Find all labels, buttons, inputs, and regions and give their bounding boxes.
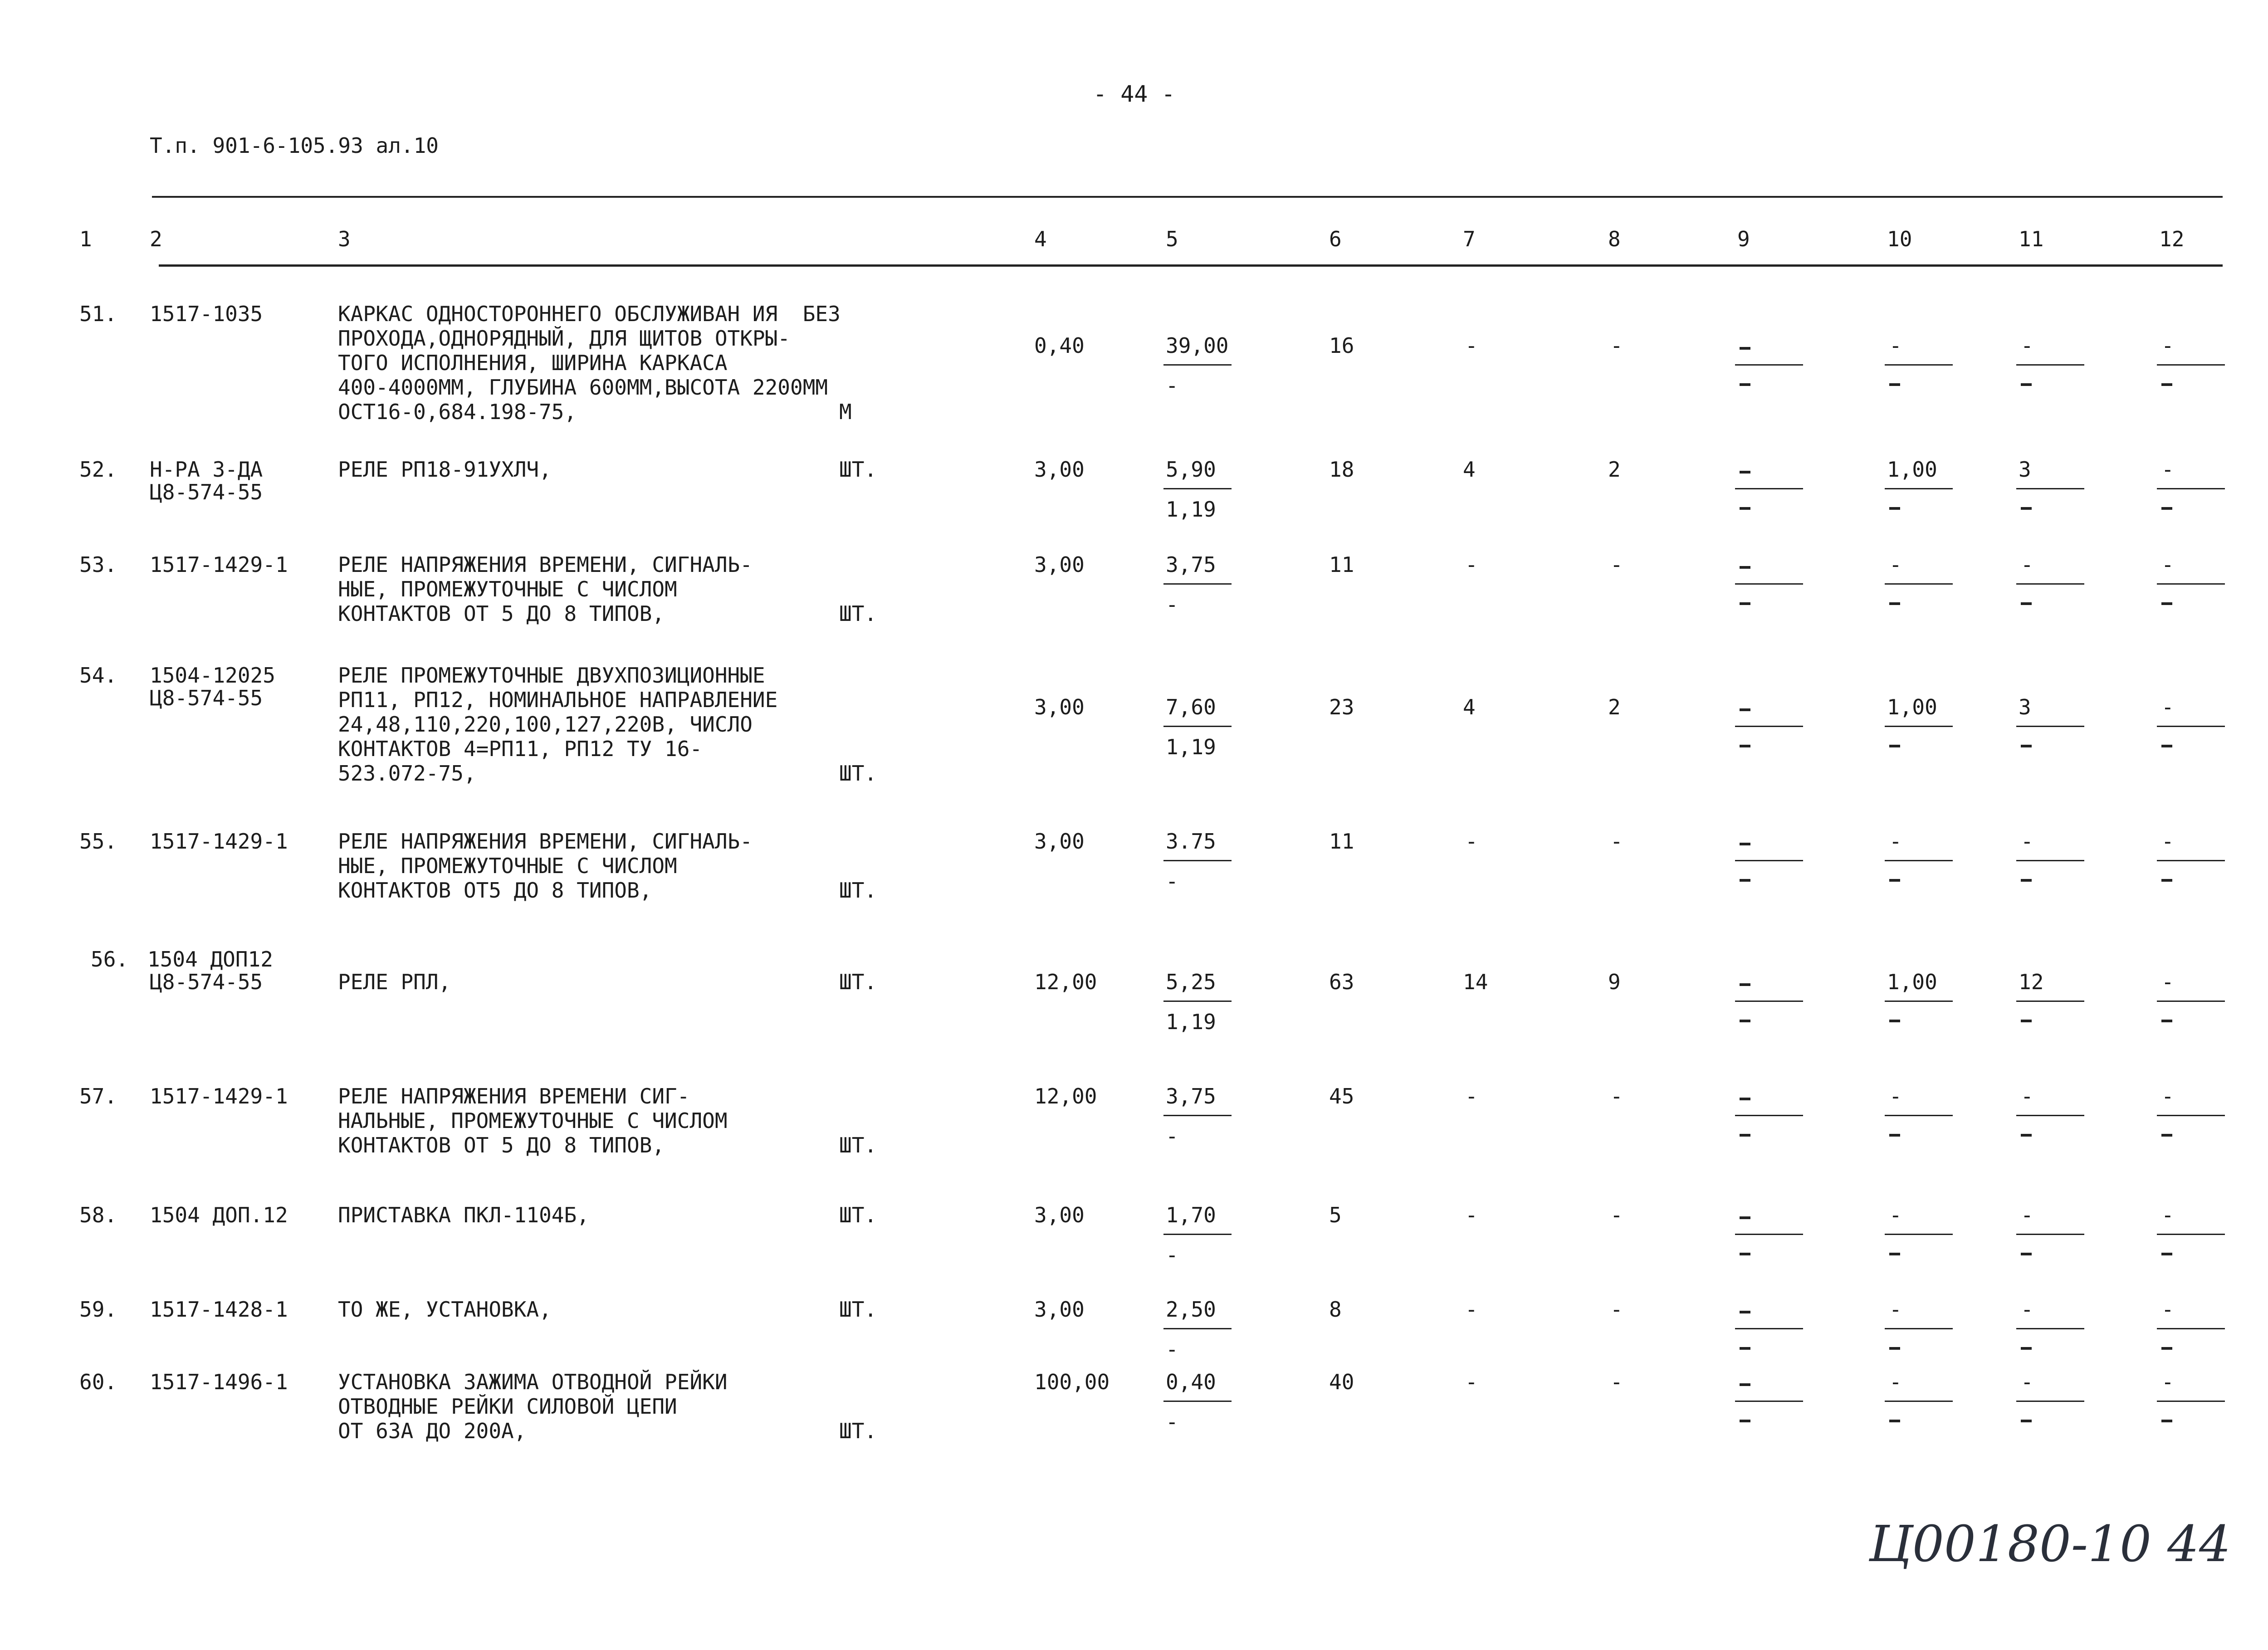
fraction-line — [1163, 860, 1232, 861]
dash-mark — [2161, 602, 2172, 605]
fraction-line — [1885, 1234, 1953, 1235]
dash-mark — [1889, 507, 1900, 510]
dash-mark — [1740, 708, 1750, 711]
row-code: 1517-1035 — [150, 302, 263, 326]
row-col-5: 5,90 — [1166, 457, 1216, 482]
column-header-3: 3 — [338, 227, 351, 251]
dash-mark — [1889, 602, 1900, 605]
fraction-line — [1163, 583, 1232, 585]
row-description: РЕЛЕ ПРОМЕЖУТОЧНЫЕ ДВУХПОЗИЦИОННЫЕ РП11, РП12, НОМИНАЛЬНОЕ НАПРАВЛЕНИЕ 24,48,110,220,100,127,220В, ЧИСЛО КОНТАКТОВ 4=РП11, РП12 ТУ 16- 523.072-75, — [338, 663, 778, 786]
row-col-5: 0,40 — [1166, 1370, 1216, 1394]
row-col-10: - — [1889, 333, 1902, 358]
fraction-line — [2157, 1328, 2225, 1329]
dash-mark — [1889, 1347, 1900, 1350]
header-bottom-rule — [159, 264, 2223, 267]
dash-mark — [2161, 1020, 2172, 1022]
fraction-line — [2016, 488, 2084, 489]
row-col-6: 40 — [1329, 1370, 1354, 1394]
row-col-12: - — [2161, 970, 2174, 994]
row-col-6: 23 — [1329, 695, 1354, 719]
dash-mark — [2021, 1253, 2032, 1255]
row-col-8: - — [1610, 552, 1623, 577]
row-code: 1517-1429-1 — [150, 552, 288, 577]
row-col-5: 2,50 — [1166, 1297, 1216, 1322]
row-number: 53. — [79, 552, 117, 577]
dash-mark — [2021, 602, 2032, 605]
row-col-5-lower: - — [1166, 869, 1178, 893]
dash-mark — [2161, 879, 2172, 882]
row-code: Н-РА 3-ДА — [150, 457, 263, 482]
dash-mark — [2161, 1253, 2172, 1255]
row-col-8: 2 — [1608, 457, 1621, 482]
fraction-line — [1735, 488, 1803, 489]
row-col-10: 1,00 — [1887, 695, 1937, 719]
dash-mark — [2021, 1420, 2032, 1422]
fraction-line — [1735, 860, 1803, 861]
dash-mark — [1889, 383, 1900, 386]
fraction-line — [1163, 1401, 1232, 1402]
row-number: 55. — [79, 829, 117, 854]
row-col-11: - — [2021, 333, 2033, 358]
dash-mark — [1740, 1098, 1750, 1100]
fraction-line — [1163, 1115, 1232, 1116]
fraction-line — [1735, 1234, 1803, 1235]
row-col-4: 3,00 — [1034, 829, 1085, 854]
row-col-11: - — [2021, 829, 2033, 854]
row-col-11: 3 — [2019, 457, 2031, 482]
row-number: 51. — [79, 302, 117, 326]
row-number: 56. — [91, 947, 129, 971]
fraction-line — [2157, 1401, 2225, 1402]
row-code: 1517-1496-1 — [150, 1370, 288, 1394]
row-col-5: 3,75 — [1166, 552, 1216, 577]
row-col-7: - — [1465, 552, 1478, 577]
row-col-7: 4 — [1463, 457, 1476, 482]
dash-mark — [1889, 1253, 1900, 1255]
dash-mark — [2021, 383, 2032, 386]
row-code: 1504 ДОП12 — [147, 947, 273, 971]
fraction-line — [1735, 726, 1803, 727]
row-col-11: - — [2021, 1297, 2033, 1322]
fraction-line — [2016, 860, 2084, 861]
fraction-line — [1163, 1328, 1232, 1329]
fraction-line — [2016, 1234, 2084, 1235]
row-col-5-lower: - — [1166, 1243, 1178, 1267]
row-col-8: 9 — [1608, 970, 1621, 994]
row-col-6: 63 — [1329, 970, 1354, 994]
row-col-11: - — [2021, 1370, 2033, 1394]
fraction-line — [1163, 1001, 1232, 1002]
row-unit: ШТ. — [839, 761, 877, 786]
document-reference: Т.п. 901-6-105.93 ал.10 — [150, 133, 439, 158]
handwritten-note: Ц00180-10 44 — [1869, 1515, 2231, 1573]
row-unit: ШТ. — [839, 1133, 877, 1157]
fraction-line — [1735, 1115, 1803, 1116]
row-number: 60. — [79, 1370, 117, 1394]
dash-mark — [1889, 1020, 1900, 1022]
row-unit: ШТ. — [839, 878, 877, 903]
row-col-6: 45 — [1329, 1084, 1354, 1108]
column-header-4: 4 — [1034, 227, 1047, 251]
fraction-line — [1735, 1001, 1803, 1002]
row-col-10: - — [1889, 552, 1902, 577]
row-col-6: 5 — [1329, 1203, 1342, 1227]
row-code: 1517-1429-1 — [150, 829, 288, 854]
fraction-line — [1735, 1401, 1803, 1402]
row-col-7: 14 — [1463, 970, 1488, 994]
row-col-4: 3,00 — [1034, 1203, 1085, 1227]
fraction-line — [1885, 1001, 1953, 1002]
dash-mark — [2021, 745, 2032, 747]
row-col-7: - — [1465, 1203, 1478, 1227]
row-description: ПРИСТАВКА ПКЛ-1104Б, — [338, 1203, 589, 1227]
page-number: - 44 - — [1093, 81, 1175, 107]
row-col-8: - — [1610, 1084, 1623, 1108]
row-col-5: 1,70 — [1166, 1203, 1216, 1227]
dash-mark — [2021, 1020, 2032, 1022]
row-code: 1517-1429-1 — [150, 1084, 288, 1108]
fraction-line — [2016, 1115, 2084, 1116]
dash-mark — [2021, 879, 2032, 882]
row-description: УСТАНОВКА ЗАЖИМА ОТВОДНОЙ РЕЙКИ ОТВОДНЫЕ РЕЙКИ СИЛОВОЙ ЦЕПИ ОТ 63А ДО 200А, — [338, 1370, 728, 1443]
fraction-line — [2157, 583, 2225, 585]
fraction-line — [2157, 364, 2225, 366]
row-code: 1504 ДОП.12 — [150, 1203, 288, 1227]
row-col-12: - — [2161, 552, 2174, 577]
dash-mark — [2161, 507, 2172, 510]
dash-mark — [2021, 1134, 2032, 1137]
dash-mark — [1740, 1383, 1750, 1386]
column-header-10: 10 — [1887, 227, 1912, 251]
row-col-5-lower: - — [1166, 592, 1178, 617]
fraction-line — [2157, 860, 2225, 861]
dash-mark — [1740, 1311, 1750, 1313]
dash-mark — [2161, 1420, 2172, 1422]
row-description: РЕЛЕ РП18-91УХЛЧ, — [338, 457, 552, 482]
row-col-11: 3 — [2019, 695, 2031, 719]
column-header-11: 11 — [2019, 227, 2044, 251]
column-header-12: 12 — [2159, 227, 2185, 251]
dash-mark — [1740, 983, 1750, 986]
row-unit: ШТ. — [839, 1203, 877, 1227]
fraction-line — [2157, 726, 2225, 727]
row-description: РЕЛЕ НАПРЯЖЕНИЯ ВРЕМЕНИ, СИГНАЛЬ- НЫЕ, ПРОМЕЖУТОЧНЫЕ С ЧИСЛОМ КОНТАКТОВ ОТ 5 ДО 8 ТИПОВ, — [338, 552, 753, 626]
row-col-12: - — [2161, 829, 2174, 854]
dash-mark — [1740, 843, 1750, 845]
dash-mark — [1740, 347, 1750, 350]
row-col-4: 12,00 — [1034, 1084, 1097, 1108]
fraction-line — [1735, 364, 1803, 366]
dash-mark — [1740, 383, 1750, 386]
row-unit: ШТ. — [839, 1419, 877, 1443]
dash-mark — [1889, 1420, 1900, 1422]
dash-mark — [1740, 1253, 1750, 1255]
row-col-5-lower: 1,19 — [1166, 497, 1216, 522]
fraction-line — [1885, 860, 1953, 861]
dash-mark — [2021, 1347, 2032, 1350]
row-col-4: 3,00 — [1034, 1297, 1085, 1322]
row-col-10: 1,00 — [1887, 457, 1937, 482]
row-col-4: 12,00 — [1034, 970, 1097, 994]
row-code: Ц8-574-55 — [150, 686, 263, 710]
row-col-4: 0,40 — [1034, 333, 1085, 358]
row-col-4: 3,00 — [1034, 457, 1085, 482]
row-col-7: - — [1465, 1084, 1478, 1108]
row-col-7: - — [1465, 333, 1478, 358]
row-description: РЕЛЕ РПЛ, — [338, 970, 451, 994]
fraction-line — [2016, 364, 2084, 366]
row-col-11: 12 — [2019, 970, 2044, 994]
fraction-line — [1735, 583, 1803, 585]
column-header-8: 8 — [1608, 227, 1621, 251]
row-col-4: 100,00 — [1034, 1370, 1110, 1394]
row-col-6: 11 — [1329, 552, 1354, 577]
row-col-12: - — [2161, 1370, 2174, 1394]
fraction-line — [2016, 1001, 2084, 1002]
row-col-10: - — [1889, 1203, 1902, 1227]
row-col-4: 3,00 — [1034, 695, 1085, 719]
fraction-line — [1163, 364, 1232, 366]
row-col-8: - — [1610, 333, 1623, 358]
row-number: 58. — [79, 1203, 117, 1227]
row-col-5-lower: - — [1166, 1337, 1178, 1362]
dash-mark — [2161, 1347, 2172, 1350]
row-description: РЕЛЕ НАПРЯЖЕНИЯ ВРЕМЕНИ СИГ- НАЛЬНЫЕ, ПРОМЕЖУТОЧНЫЕ С ЧИСЛОМ КОНТАКТОВ ОТ 5 ДО 8 ТИПОВ, — [338, 1084, 728, 1157]
fraction-line — [2016, 1328, 2084, 1329]
row-col-11: - — [2021, 1203, 2033, 1227]
dash-mark — [1740, 507, 1750, 510]
row-number: 59. — [79, 1297, 117, 1322]
fraction-line — [2157, 1234, 2225, 1235]
row-col-10: - — [1889, 1084, 1902, 1108]
column-header-1: 1 — [79, 227, 92, 251]
row-col-5: 3.75 — [1166, 829, 1216, 854]
row-code: Ц8-574-55 — [150, 970, 263, 994]
fraction-line — [1885, 1328, 1953, 1329]
row-col-5-lower: - — [1166, 1124, 1178, 1148]
dash-mark — [1740, 471, 1750, 474]
row-col-10: - — [1889, 1297, 1902, 1322]
column-header-5: 5 — [1166, 227, 1178, 251]
column-header-6: 6 — [1329, 227, 1342, 251]
dash-mark — [1740, 745, 1750, 747]
fraction-line — [2016, 583, 2084, 585]
row-col-8: - — [1610, 1370, 1623, 1394]
dash-mark — [2161, 745, 2172, 747]
row-col-10: 1,00 — [1887, 970, 1937, 994]
fraction-line — [1163, 488, 1232, 489]
row-col-7: - — [1465, 1370, 1478, 1394]
row-number: 54. — [79, 663, 117, 688]
fraction-line — [2016, 1401, 2084, 1402]
row-col-12: - — [2161, 333, 2174, 358]
fraction-line — [1885, 1401, 1953, 1402]
row-col-8: - — [1610, 1203, 1623, 1227]
row-col-12: - — [2161, 695, 2174, 719]
row-unit: ШТ. — [839, 1297, 877, 1322]
fraction-line — [2016, 726, 2084, 727]
column-header-2: 2 — [150, 227, 162, 251]
row-col-12: - — [2161, 457, 2174, 482]
fraction-line — [1885, 488, 1953, 489]
row-col-10: - — [1889, 1370, 1902, 1394]
row-col-12: - — [2161, 1084, 2174, 1108]
dash-mark — [1740, 1134, 1750, 1137]
row-col-5-lower: - — [1166, 1410, 1178, 1434]
row-col-5: 7,60 — [1166, 695, 1216, 719]
row-col-5: 39,00 — [1166, 333, 1229, 358]
header-top-rule — [152, 196, 2223, 198]
row-col-4: 3,00 — [1034, 552, 1085, 577]
dash-mark — [1740, 1347, 1750, 1350]
row-col-5-lower: - — [1166, 373, 1178, 398]
row-col-11: - — [2021, 1084, 2033, 1108]
row-unit: М — [839, 400, 852, 424]
row-col-12: - — [2161, 1203, 2174, 1227]
row-col-6: 11 — [1329, 829, 1354, 854]
row-col-6: 8 — [1329, 1297, 1342, 1322]
row-col-8: 2 — [1608, 695, 1621, 719]
row-col-5-lower: 1,19 — [1166, 1010, 1216, 1034]
fraction-line — [1163, 1234, 1232, 1235]
row-number: 52. — [79, 457, 117, 482]
dash-mark — [1740, 1020, 1750, 1022]
dash-mark — [2161, 383, 2172, 386]
row-code: 1517-1428-1 — [150, 1297, 288, 1322]
dash-mark — [1740, 602, 1750, 605]
dash-mark — [1740, 1216, 1750, 1219]
row-col-11: - — [2021, 552, 2033, 577]
row-unit: ШТ. — [839, 970, 877, 994]
row-description: ТО ЖЕ, УСТАНОВКА, — [338, 1297, 552, 1322]
row-number: 57. — [79, 1084, 117, 1108]
dash-mark — [1740, 879, 1750, 882]
dash-mark — [1889, 879, 1900, 882]
row-col-8: - — [1610, 1297, 1623, 1322]
row-col-12: - — [2161, 1297, 2174, 1322]
fraction-line — [2157, 1115, 2225, 1116]
row-col-6: 18 — [1329, 457, 1354, 482]
row-col-8: - — [1610, 829, 1623, 854]
fraction-line — [2157, 488, 2225, 489]
fraction-line — [1885, 583, 1953, 585]
dash-mark — [2021, 507, 2032, 510]
fraction-line — [1885, 726, 1953, 727]
dash-mark — [2161, 1134, 2172, 1137]
row-description: РЕЛЕ НАПРЯЖЕНИЯ ВРЕМЕНИ, СИГНАЛЬ- НЫЕ, ПРОМЕЖУТОЧНЫЕ С ЧИСЛОМ КОНТАКТОВ ОТ5 ДО 8 ТИПОВ, — [338, 829, 753, 903]
fraction-line — [1163, 726, 1232, 727]
fraction-line — [1885, 364, 1953, 366]
row-col-7: 4 — [1463, 695, 1476, 719]
row-col-6: 16 — [1329, 333, 1354, 358]
row-code: 1504-12025 — [150, 663, 275, 688]
row-unit: ШТ. — [839, 457, 877, 482]
fraction-line — [1735, 1328, 1803, 1329]
dash-mark — [1740, 566, 1750, 569]
row-col-10: - — [1889, 829, 1902, 854]
dash-mark — [1740, 1420, 1750, 1422]
row-col-7: - — [1465, 1297, 1478, 1322]
column-header-9: 9 — [1737, 227, 1750, 251]
row-unit: ШТ. — [839, 601, 877, 626]
row-col-7: - — [1465, 829, 1478, 854]
row-col-5: 3,75 — [1166, 1084, 1216, 1108]
fraction-line — [2157, 1001, 2225, 1002]
row-col-5-lower: 1,19 — [1166, 735, 1216, 759]
dash-mark — [1889, 745, 1900, 747]
dash-mark — [1889, 1134, 1900, 1137]
fraction-line — [1885, 1115, 1953, 1116]
row-description: КАРКАС ОДНОСТОРОННЕГО ОБСЛУЖИВАН ИЯ БЕЗ ПРОХОДА,ОДНОРЯДНЫЙ, ДЛЯ ЩИТОВ ОТКРЫ- ТОГО ИСПОЛНЕНИЯ, ШИРИНА КАРКАСА 400-4000ММ, ГЛУБИНА 600ММ,ВЫСОТА 2200ММ ОСТ16-0,684.198-75, — [338, 302, 841, 424]
row-code: Ц8-574-55 — [150, 480, 263, 504]
row-col-5: 5,25 — [1166, 970, 1216, 994]
column-header-7: 7 — [1463, 227, 1476, 251]
